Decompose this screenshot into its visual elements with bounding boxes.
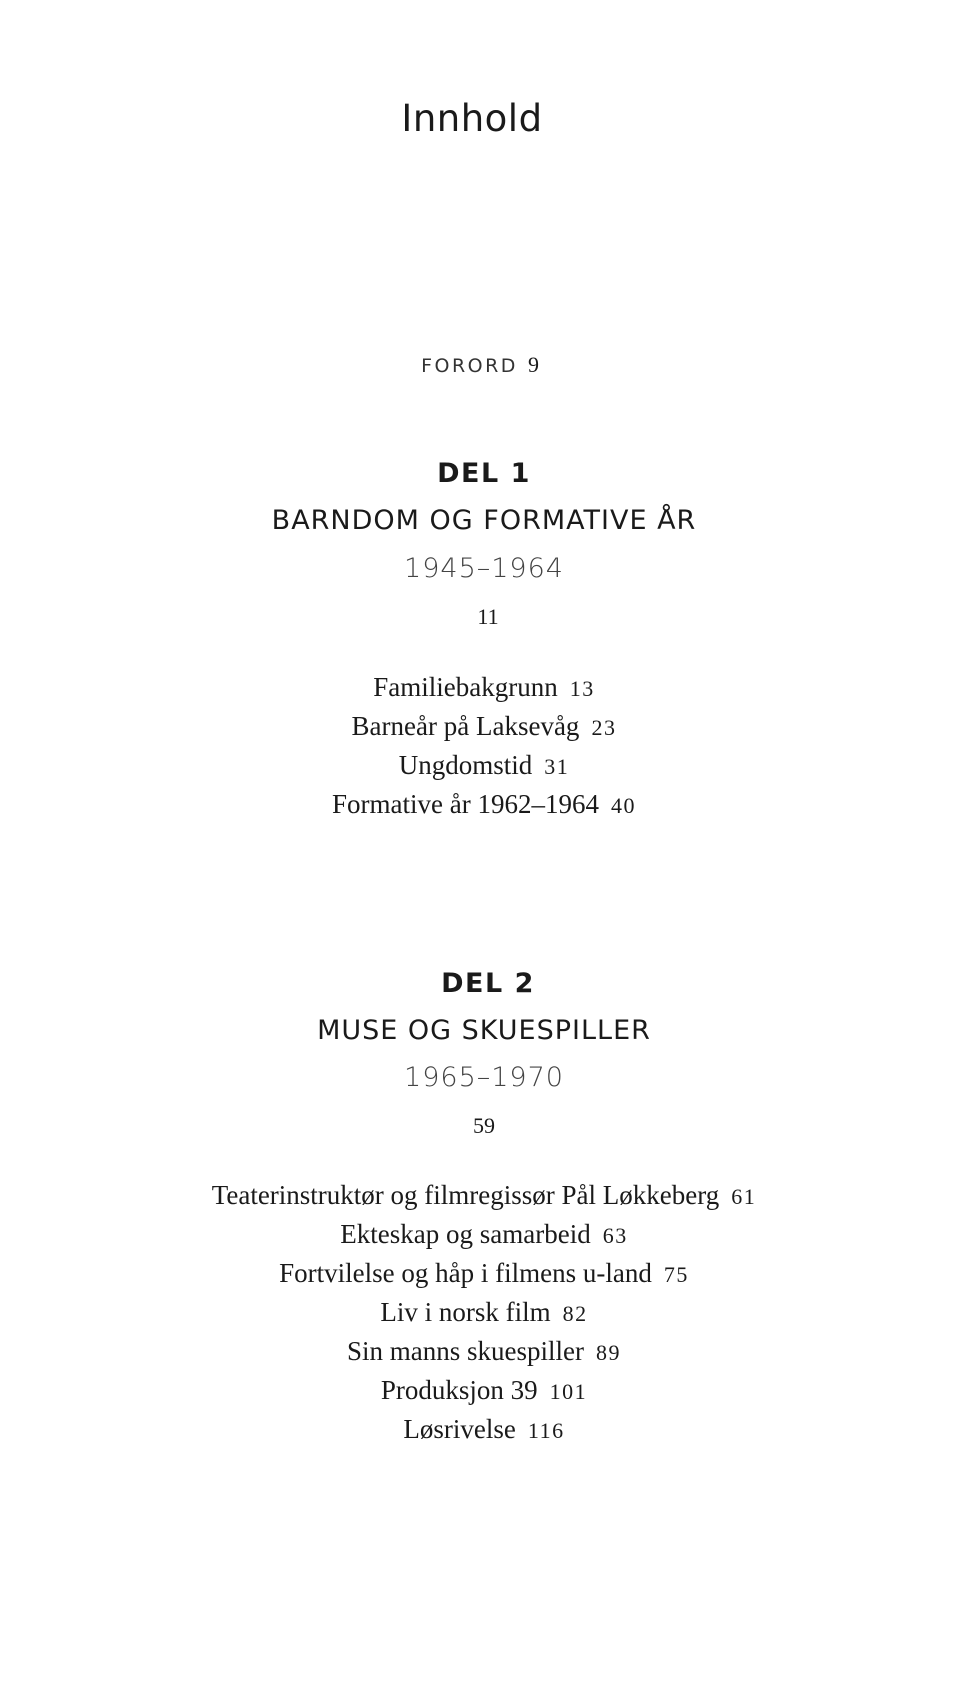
chapter-title: Produksjon 39 — [380, 1375, 538, 1405]
part-2-label: DEL 2 — [441, 968, 535, 999]
toc-entry[interactable] — [4, 668, 960, 707]
chapter-page-number: 13 — [569, 676, 595, 701]
page-title: Innhold — [401, 96, 543, 140]
toc-entry-foreword[interactable] — [0, 352, 960, 378]
foreword-page-number: 9 — [527, 352, 539, 377]
part-2-page-number: 59 — [473, 1113, 495, 1138]
part-2-chapter-list — [4, 1176, 960, 1449]
chapter-page-number: 101 — [549, 1379, 588, 1404]
part-1-label: DEL 1 — [437, 458, 531, 489]
chapter-title: Fortvilelse og håp i filmens u-land — [279, 1258, 652, 1288]
chapter-title: Teaterinstruktør og filmregissør Pål Løkkeberg — [211, 1180, 720, 1210]
chapter-page-number: 23 — [591, 715, 617, 740]
part-1-title[interactable]: BARNDOM OG FORMATIVE ÅR — [271, 505, 697, 536]
chapter-page-number: 40 — [610, 793, 636, 818]
toc-entry[interactable] — [4, 1371, 960, 1410]
chapter-title: Liv i norsk film — [380, 1297, 551, 1327]
part-1-chapter-list — [4, 668, 960, 824]
chapter-title: Løsrivelse — [403, 1414, 516, 1444]
part-2-title[interactable]: MUSE OG SKUESPILLER — [317, 1015, 651, 1046]
chapter-title: Ungdomstid — [398, 750, 533, 780]
part-1-page-number: 11 — [477, 604, 499, 629]
chapter-title: Familiebakgrunn — [373, 672, 558, 702]
foreword-label: FORORD — [421, 355, 518, 377]
toc-entry[interactable] — [4, 785, 960, 824]
chapter-page-number: 31 — [544, 754, 570, 779]
chapter-page-number: 75 — [663, 1262, 689, 1287]
toc-entry[interactable] — [4, 1332, 960, 1371]
part-1-years: 1945–1964 — [404, 553, 564, 584]
chapter-page-number: 82 — [562, 1301, 588, 1326]
toc-entry[interactable] — [4, 1293, 960, 1332]
chapter-title: Formative år 1962–1964 — [332, 789, 599, 819]
chapter-title: Ekteskap og samarbeid — [340, 1219, 591, 1249]
chapter-title: Barneår på Laksevåg — [351, 711, 580, 741]
toc-entry[interactable] — [4, 1215, 960, 1254]
toc-entry[interactable] — [4, 1254, 960, 1293]
toc-entry[interactable] — [4, 746, 960, 785]
toc-entry[interactable] — [4, 707, 960, 746]
chapter-page-number: 61 — [731, 1184, 757, 1209]
toc-entry[interactable] — [4, 1410, 960, 1449]
chapter-page-number: 89 — [596, 1340, 621, 1365]
chapter-title: Sin manns skuespiller — [347, 1336, 584, 1366]
part-2-years: 1965–1970 — [404, 1062, 564, 1093]
chapter-page-number: 116 — [527, 1418, 565, 1443]
chapter-page-number: 63 — [602, 1223, 628, 1248]
toc-entry[interactable] — [4, 1176, 960, 1215]
